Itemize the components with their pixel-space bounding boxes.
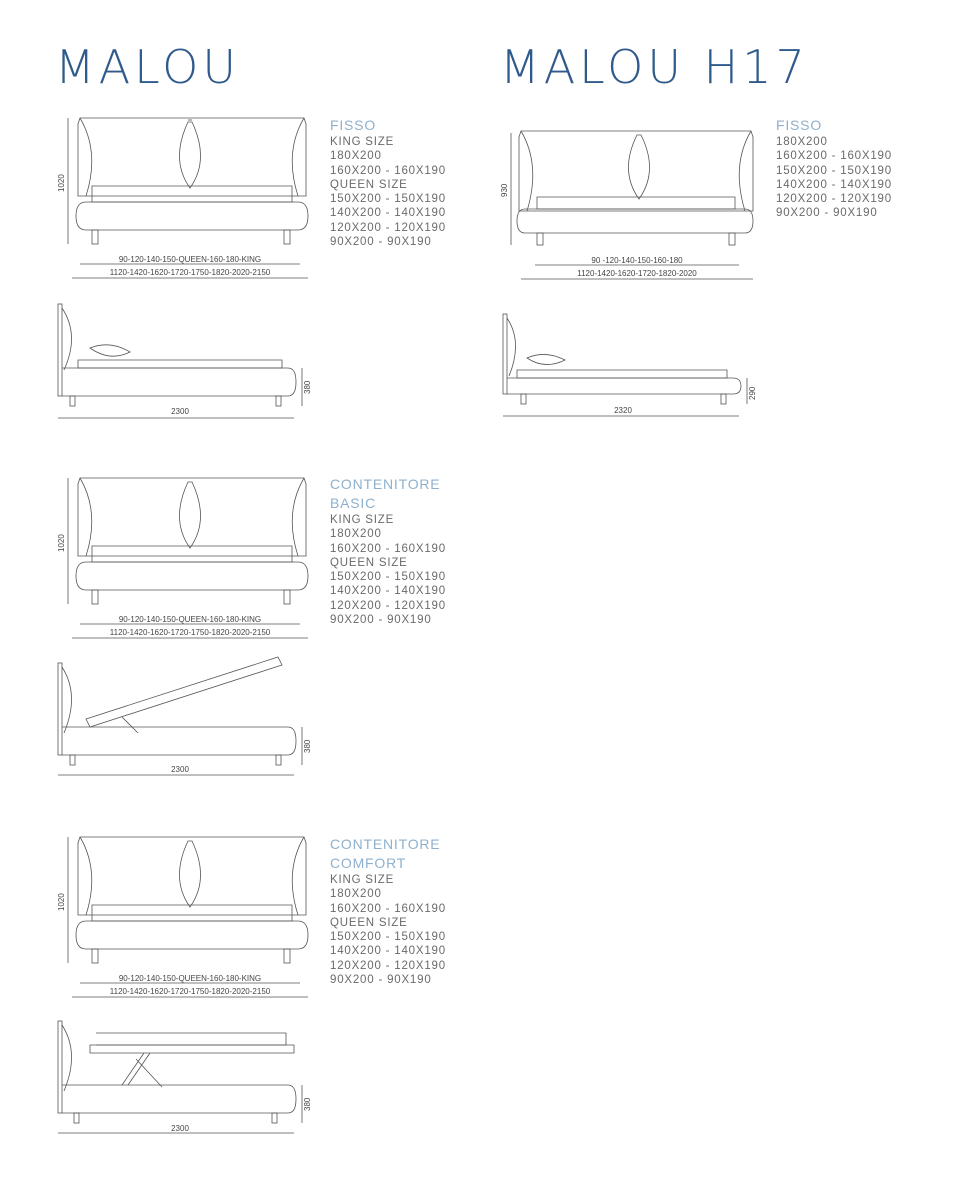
- front-view-drawing-fisso: [50, 112, 310, 282]
- front-height-label: 1020: [57, 534, 66, 552]
- spec-line: 150X200 - 150X190: [330, 931, 446, 944]
- front-height-label: 1020: [57, 893, 66, 911]
- section-heading: BASIC: [330, 495, 377, 511]
- spec-line: 160X200 - 160X190: [330, 542, 446, 555]
- spec-block-fisso: [330, 116, 446, 249]
- front-widths-label: 90-120-140-150-QUEEN-160-180-KING: [118, 255, 262, 264]
- spec-line: 90X200 - 90X190: [330, 614, 432, 627]
- spec-line: 180X200: [330, 150, 382, 163]
- spec-line: QUEEN SIZE: [330, 178, 408, 191]
- spec-line: 140X200 - 140X190: [776, 178, 892, 191]
- spec-line: QUEEN SIZE: [330, 916, 408, 929]
- section-heading: FISSO: [330, 117, 377, 133]
- spec-block-comfort: [330, 835, 446, 987]
- spec-line: QUEEN SIZE: [330, 556, 408, 569]
- side-length-label: 2320: [614, 406, 632, 415]
- front-view-drawing-h17: [495, 125, 765, 285]
- front-overall-label: 1120-1420-1620-1720-1820-2020: [577, 269, 697, 278]
- spec-line: KING SIZE: [330, 514, 395, 526]
- front-widths-label: 90-120-140-150-QUEEN-160-180-KING: [118, 615, 262, 624]
- side-height-label: 290: [748, 386, 757, 400]
- malou-title: MALOU: [55, 40, 241, 94]
- spec-line: 160X200 - 160X190: [330, 164, 446, 177]
- spec-line: 120X200 - 120X190: [330, 221, 446, 234]
- spec-line: 90X200 - 90X190: [330, 236, 432, 249]
- section-heading: FISSO: [776, 117, 823, 133]
- side-view-drawing-fisso: [50, 300, 320, 425]
- spec-block-basic: [330, 475, 446, 627]
- front-view-drawing-basic: [50, 472, 310, 642]
- side-view-drawing-comfort: [50, 1015, 320, 1140]
- side-length-label: 2300: [171, 1124, 189, 1133]
- spec-line: 150X200 - 150X190: [776, 164, 892, 177]
- front-view-drawing-comfort: [50, 831, 310, 1001]
- section-heading: COMFORT: [330, 855, 407, 871]
- spec-line: 140X200 - 140X190: [330, 945, 446, 958]
- spec-line: 160X200 - 160X190: [330, 902, 446, 915]
- front-height-label: 930: [500, 183, 509, 197]
- spec-line: 150X200 - 150X190: [330, 571, 446, 584]
- spec-line: 180X200: [330, 888, 382, 901]
- front-overall-label: 1120-1420-1620-1720-1750-1820-2020-2150: [109, 268, 271, 277]
- side-view-drawing-basic: [50, 655, 320, 780]
- side-height-label: 380: [303, 1097, 312, 1111]
- spec-line: 90X200 - 90X190: [776, 207, 878, 220]
- side-length-label: 2300: [171, 407, 189, 416]
- front-height-label: 1020: [57, 174, 66, 192]
- spec-line: KING SIZE: [330, 136, 395, 148]
- spec-line: 160X200 - 160X190: [776, 150, 892, 163]
- section-heading: CONTENITORE: [330, 836, 441, 852]
- spec-line: KING SIZE: [330, 874, 395, 886]
- spec-line: 150X200 - 150X190: [330, 193, 446, 206]
- spec-block-h17: [776, 116, 892, 221]
- malou-h17-title: MALOU H17: [500, 40, 809, 94]
- section-heading: CONTENITORE: [330, 476, 441, 492]
- spec-line: 140X200 - 140X190: [330, 207, 446, 220]
- spec-line: 90X200 - 90X190: [330, 974, 432, 987]
- side-height-label: 380: [303, 380, 312, 394]
- spec-line: 120X200 - 120X190: [330, 599, 446, 612]
- front-widths-label: 90-120-140-150-QUEEN-160-180-KING: [118, 974, 262, 983]
- spec-line: 180X200: [330, 528, 382, 541]
- front-overall-label: 1120-1420-1620-1720-1750-1820-2020-2150: [109, 628, 271, 637]
- front-widths-label: 90 -120-140-150-160-180: [591, 256, 683, 265]
- front-overall-label: 1120-1420-1620-1720-1750-1820-2020-2150: [109, 987, 271, 996]
- side-length-label: 2300: [171, 765, 189, 774]
- spec-line: 120X200 - 120X190: [776, 193, 892, 206]
- spec-line: 180X200: [776, 136, 828, 148]
- spec-line: 120X200 - 120X190: [330, 959, 446, 972]
- side-view-drawing-h17: [495, 310, 765, 420]
- spec-line: 140X200 - 140X190: [330, 585, 446, 598]
- side-height-label: 380: [303, 739, 312, 753]
